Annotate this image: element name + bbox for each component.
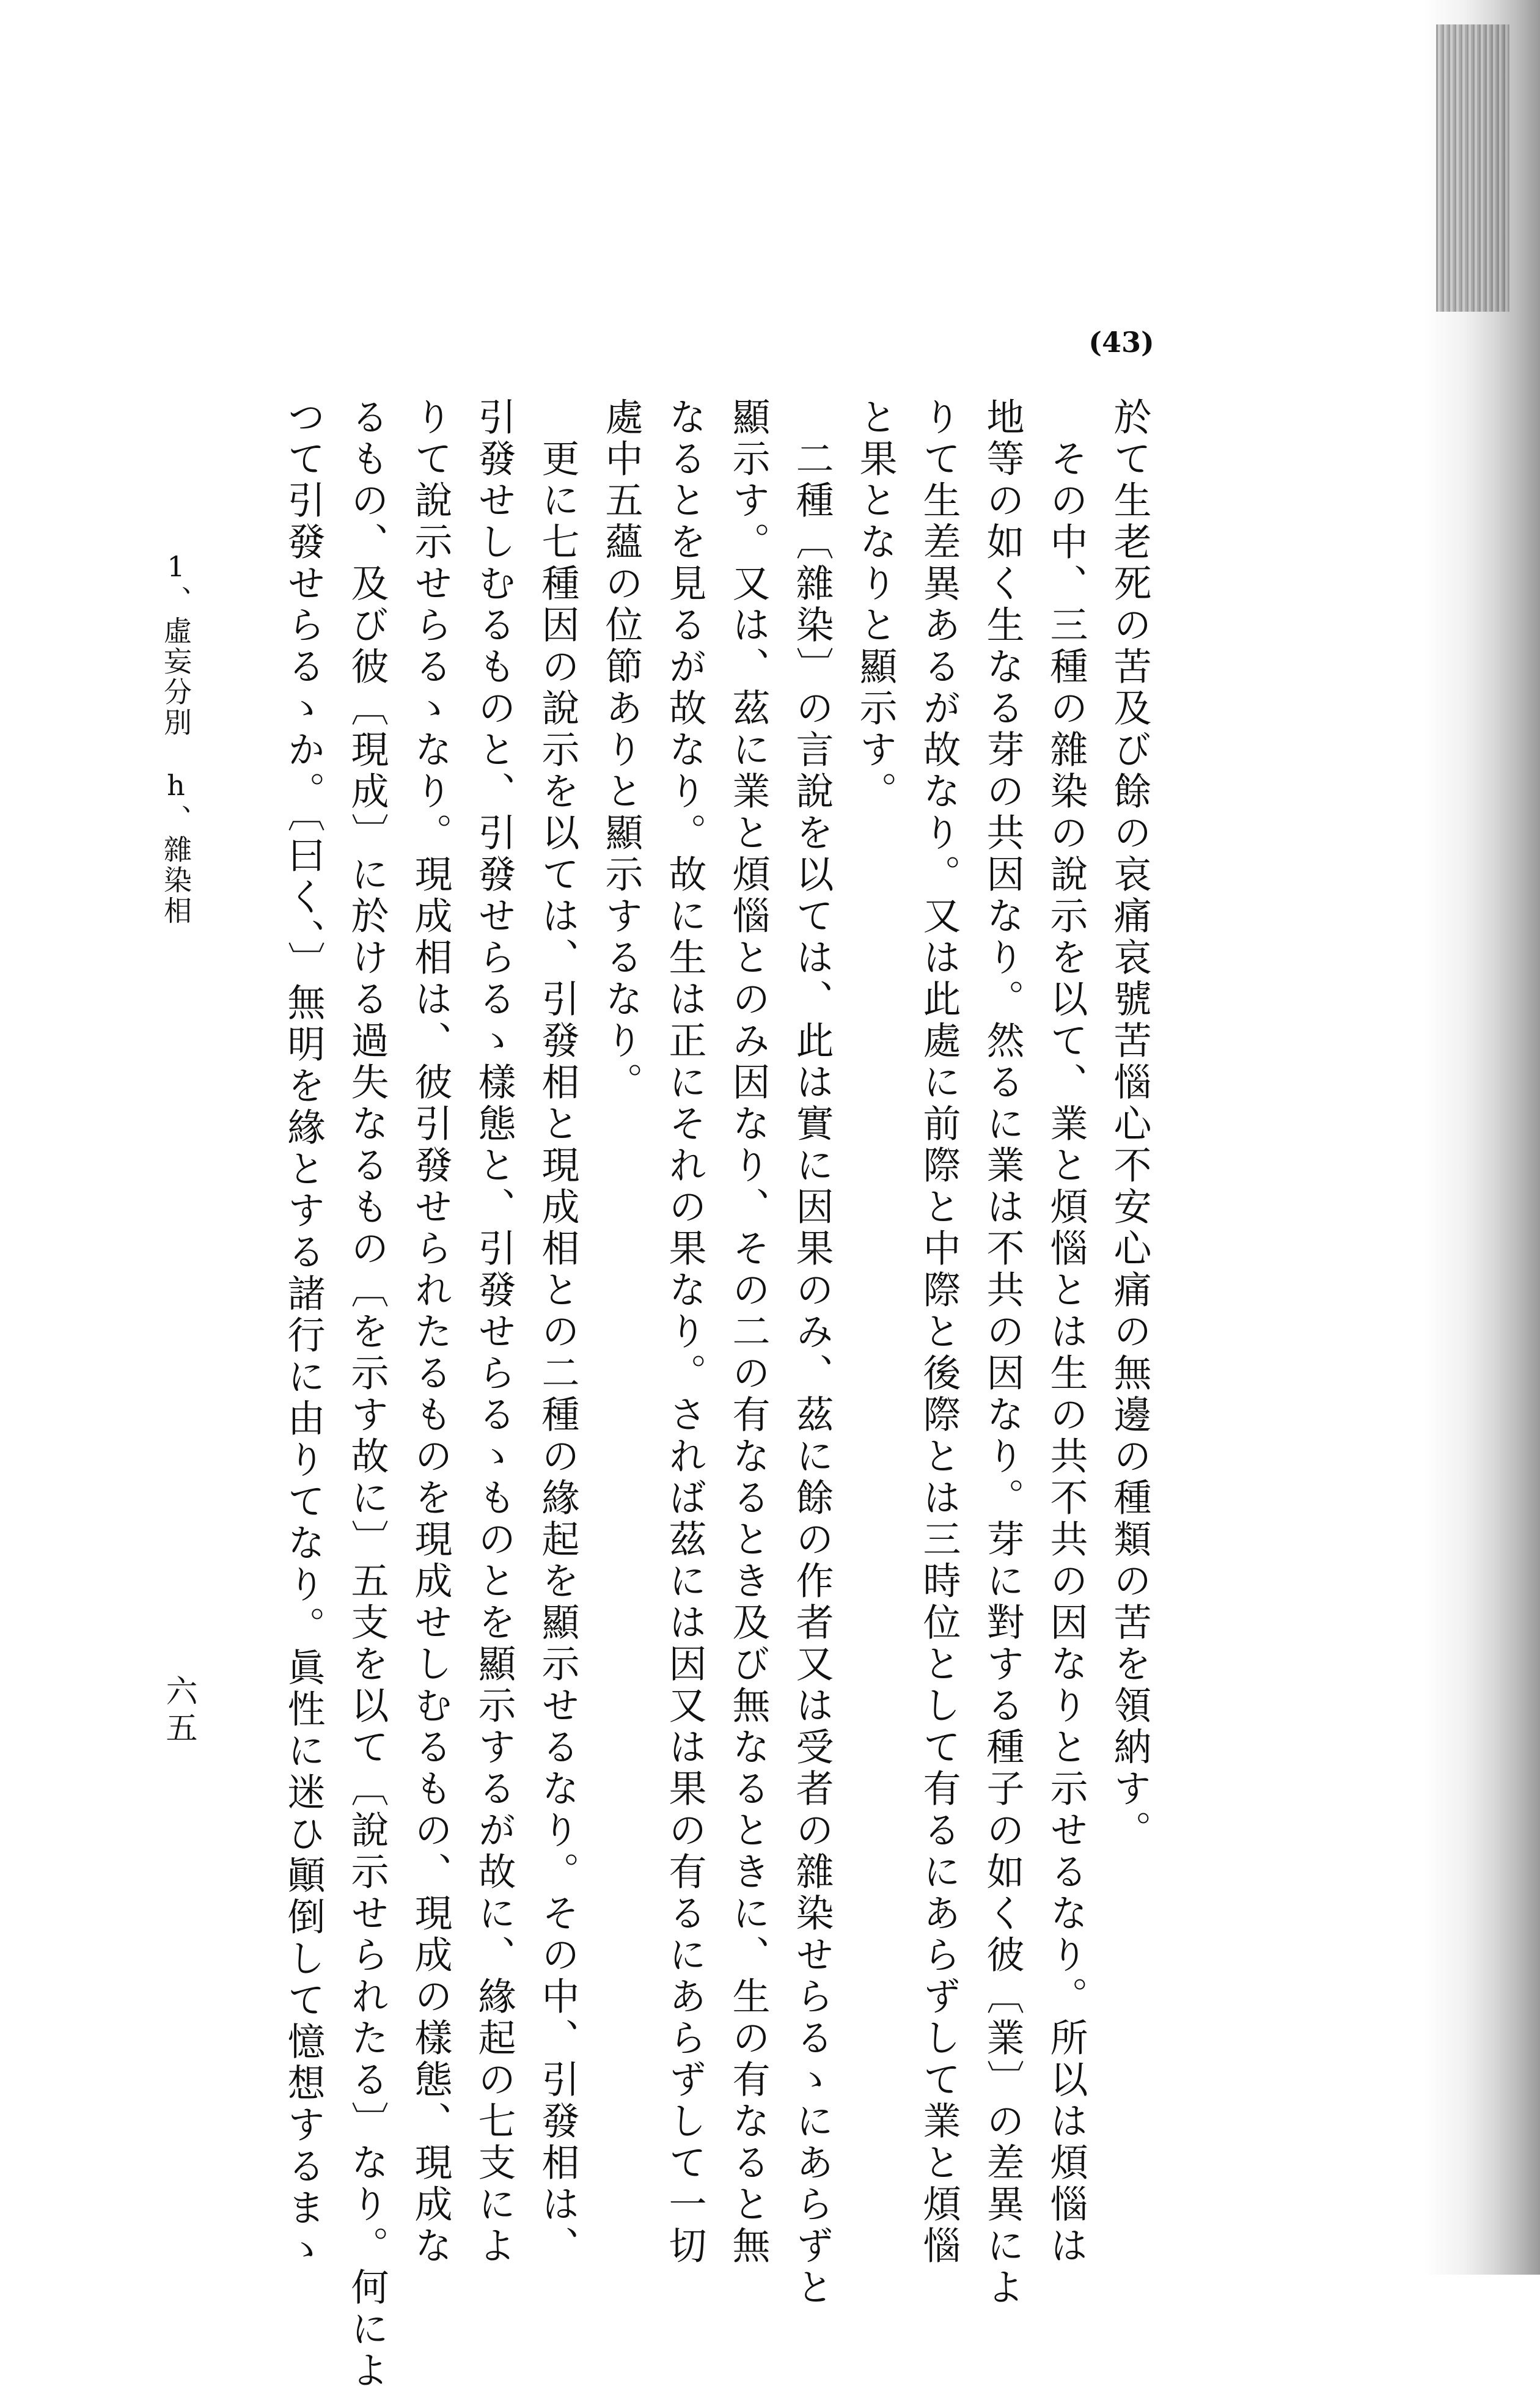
text-line: つて引發せらるゝか。〔曰く、〕無明を緣とする諸行に由りてなり。眞性に迷ひ顚倒して憶想するまゝ [281, 397, 326, 2271]
text-line: りて生差異あるが故なり。又は此處に前際と中際と後際とは三時位として有るにあらずして業と煩惱 [917, 397, 961, 2267]
main-text [271, 397, 1161, 2392]
book-spine-shadow [1424, 0, 1540, 2275]
text-line: 更に七種因の說示を以ては、引發相と現成相との二種の緣起を顯示せるなり。その中、引發相は、 [535, 397, 580, 2267]
text-line: 地等の如く生なる芽の共因なり。然るに業は不共の因なり。芽に對する種子の如く彼〔業〕の差異によ [980, 397, 1025, 2309]
text-line: と果となりと顯示す。 [853, 397, 898, 813]
text-line: りて說示せらるゝなり。現成相は、彼引發せられたるものを現成せしむるもの、現成の樣態、現成な [408, 397, 453, 2267]
running-footer-section: 1、虛妄分別 h、雜染相 [160, 550, 193, 926]
text-line: るもの、及び彼〔現成〕に於ける過失なるもの〔を示す故に〕五支を以て〔說示せられたる〕なり。何によ [345, 397, 389, 2392]
text-line: 於て生老死の苦及び餘の哀痛哀號苦惱心不安心痛の無邊の種類の苦を領納す。 [1107, 397, 1152, 1852]
text-line: 顯示す。又は、茲に業と煩惱とのみ因なり、その二の有なるとき及び無なるときに、生の有なると無 [726, 397, 771, 2267]
binding-texture [1436, 24, 1509, 312]
text-line: 二種〔雜染〕の言說を以ては、此は實に因果のみ、茲に餘の作者又は受者の雜染せらるゝにあらずと [790, 397, 834, 2309]
text-line: なるとを見るが故なり。故に生は正にそれの果なり。されば茲には因又は果の有るにあらずして一切 [662, 397, 707, 2267]
page-number: 六五 [160, 1675, 197, 1748]
page-marker: (43) [1088, 326, 1154, 359]
text-line: 處中五蘊の位節ありと顯示するなり。 [599, 397, 644, 1104]
text-line: 引發せしむるものと、引發せらるゝ樣態と、引發せらるゝものとを顯示するが故に、緣起の七支によ [472, 397, 516, 2267]
text-line: その中、三種の雜染の說示を以て、業と煩惱とは生の共不共の因なりと示せるなり。所以は煩惱は [1044, 397, 1088, 2267]
